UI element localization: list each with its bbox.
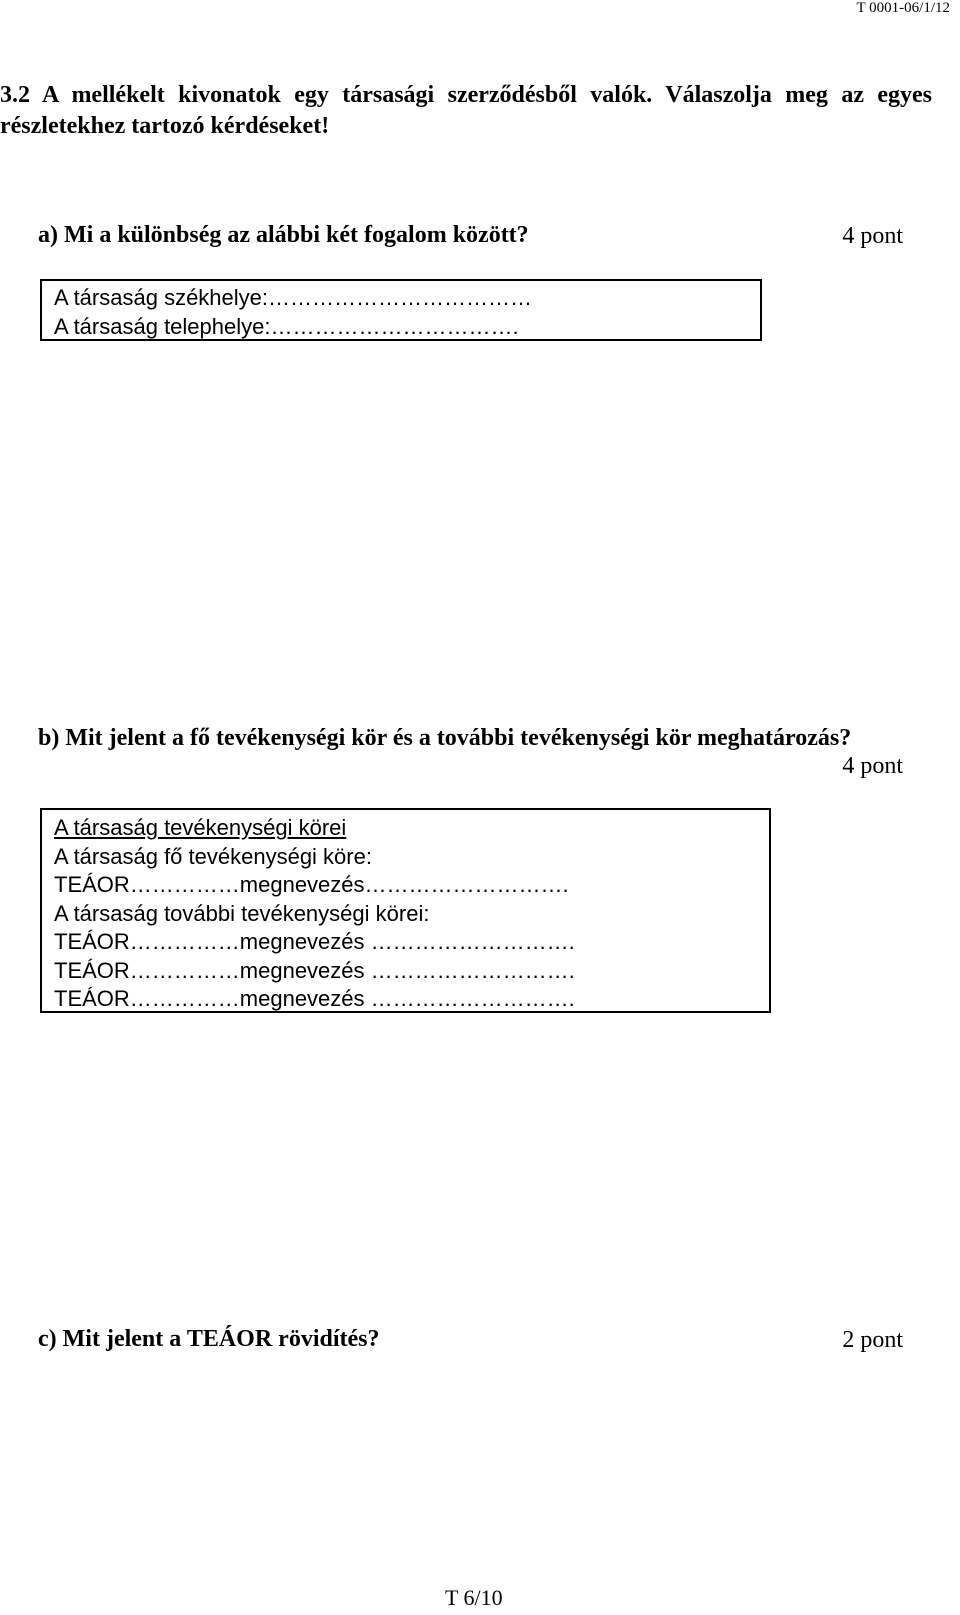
answer-box-b-line-4: TEÁOR……………megnevezés ………………………. [54,929,575,954]
answer-box-b-line-3: A társaság további tevékenységi körei: [54,900,430,926]
question-b-points: 4 pont [842,753,903,779]
answer-box-b-title: A társaság tevékenységi körei [54,815,347,840]
answer-box-a [40,279,762,341]
answer-box-a-line-1: A társaság székhelye:……………………………… [54,285,533,310]
task-intro-line-1: 3.2 A mellékelt kivonatok egy társasági szerződésből valók. Válaszolja meg az egyes [0,82,932,108]
answer-box-b [40,808,771,1013]
answer-box-b-line-6: TEÁOR……………megnevezés ………………………. [54,986,575,1011]
document-code: T 0001-06/1/12 [856,0,950,16]
question-b-text: b) Mit jelent a fő tevékenységi kör és a további tevékenységi kör meghatározás? [38,725,852,751]
answer-box-b-line-5: TEÁOR……………megnevezés ………………………. [54,957,575,983]
answer-box-b-line-1: A társaság fő tevékenységi köre: [54,843,372,869]
question-c-text: c) Mit jelent a TEÁOR rövidítés? [38,1326,380,1352]
task-intro [0,80,932,142]
question-a-text: a) Mi a különbség az alábbi két fogalom között? [38,222,529,248]
task-intro-line-2: részletekhez tartozó kérdéseket! [0,113,330,139]
answer-box-b-line-2: TEÁOR……………megnevezés………………………. [54,872,569,897]
page-number: T 6/10 [445,1585,503,1610]
question-a-points: 4 pont [842,223,903,249]
answer-box-a-line-2: A társaság telephelye:……………………………. [54,313,519,339]
question-c-points: 2 pont [842,1327,903,1353]
